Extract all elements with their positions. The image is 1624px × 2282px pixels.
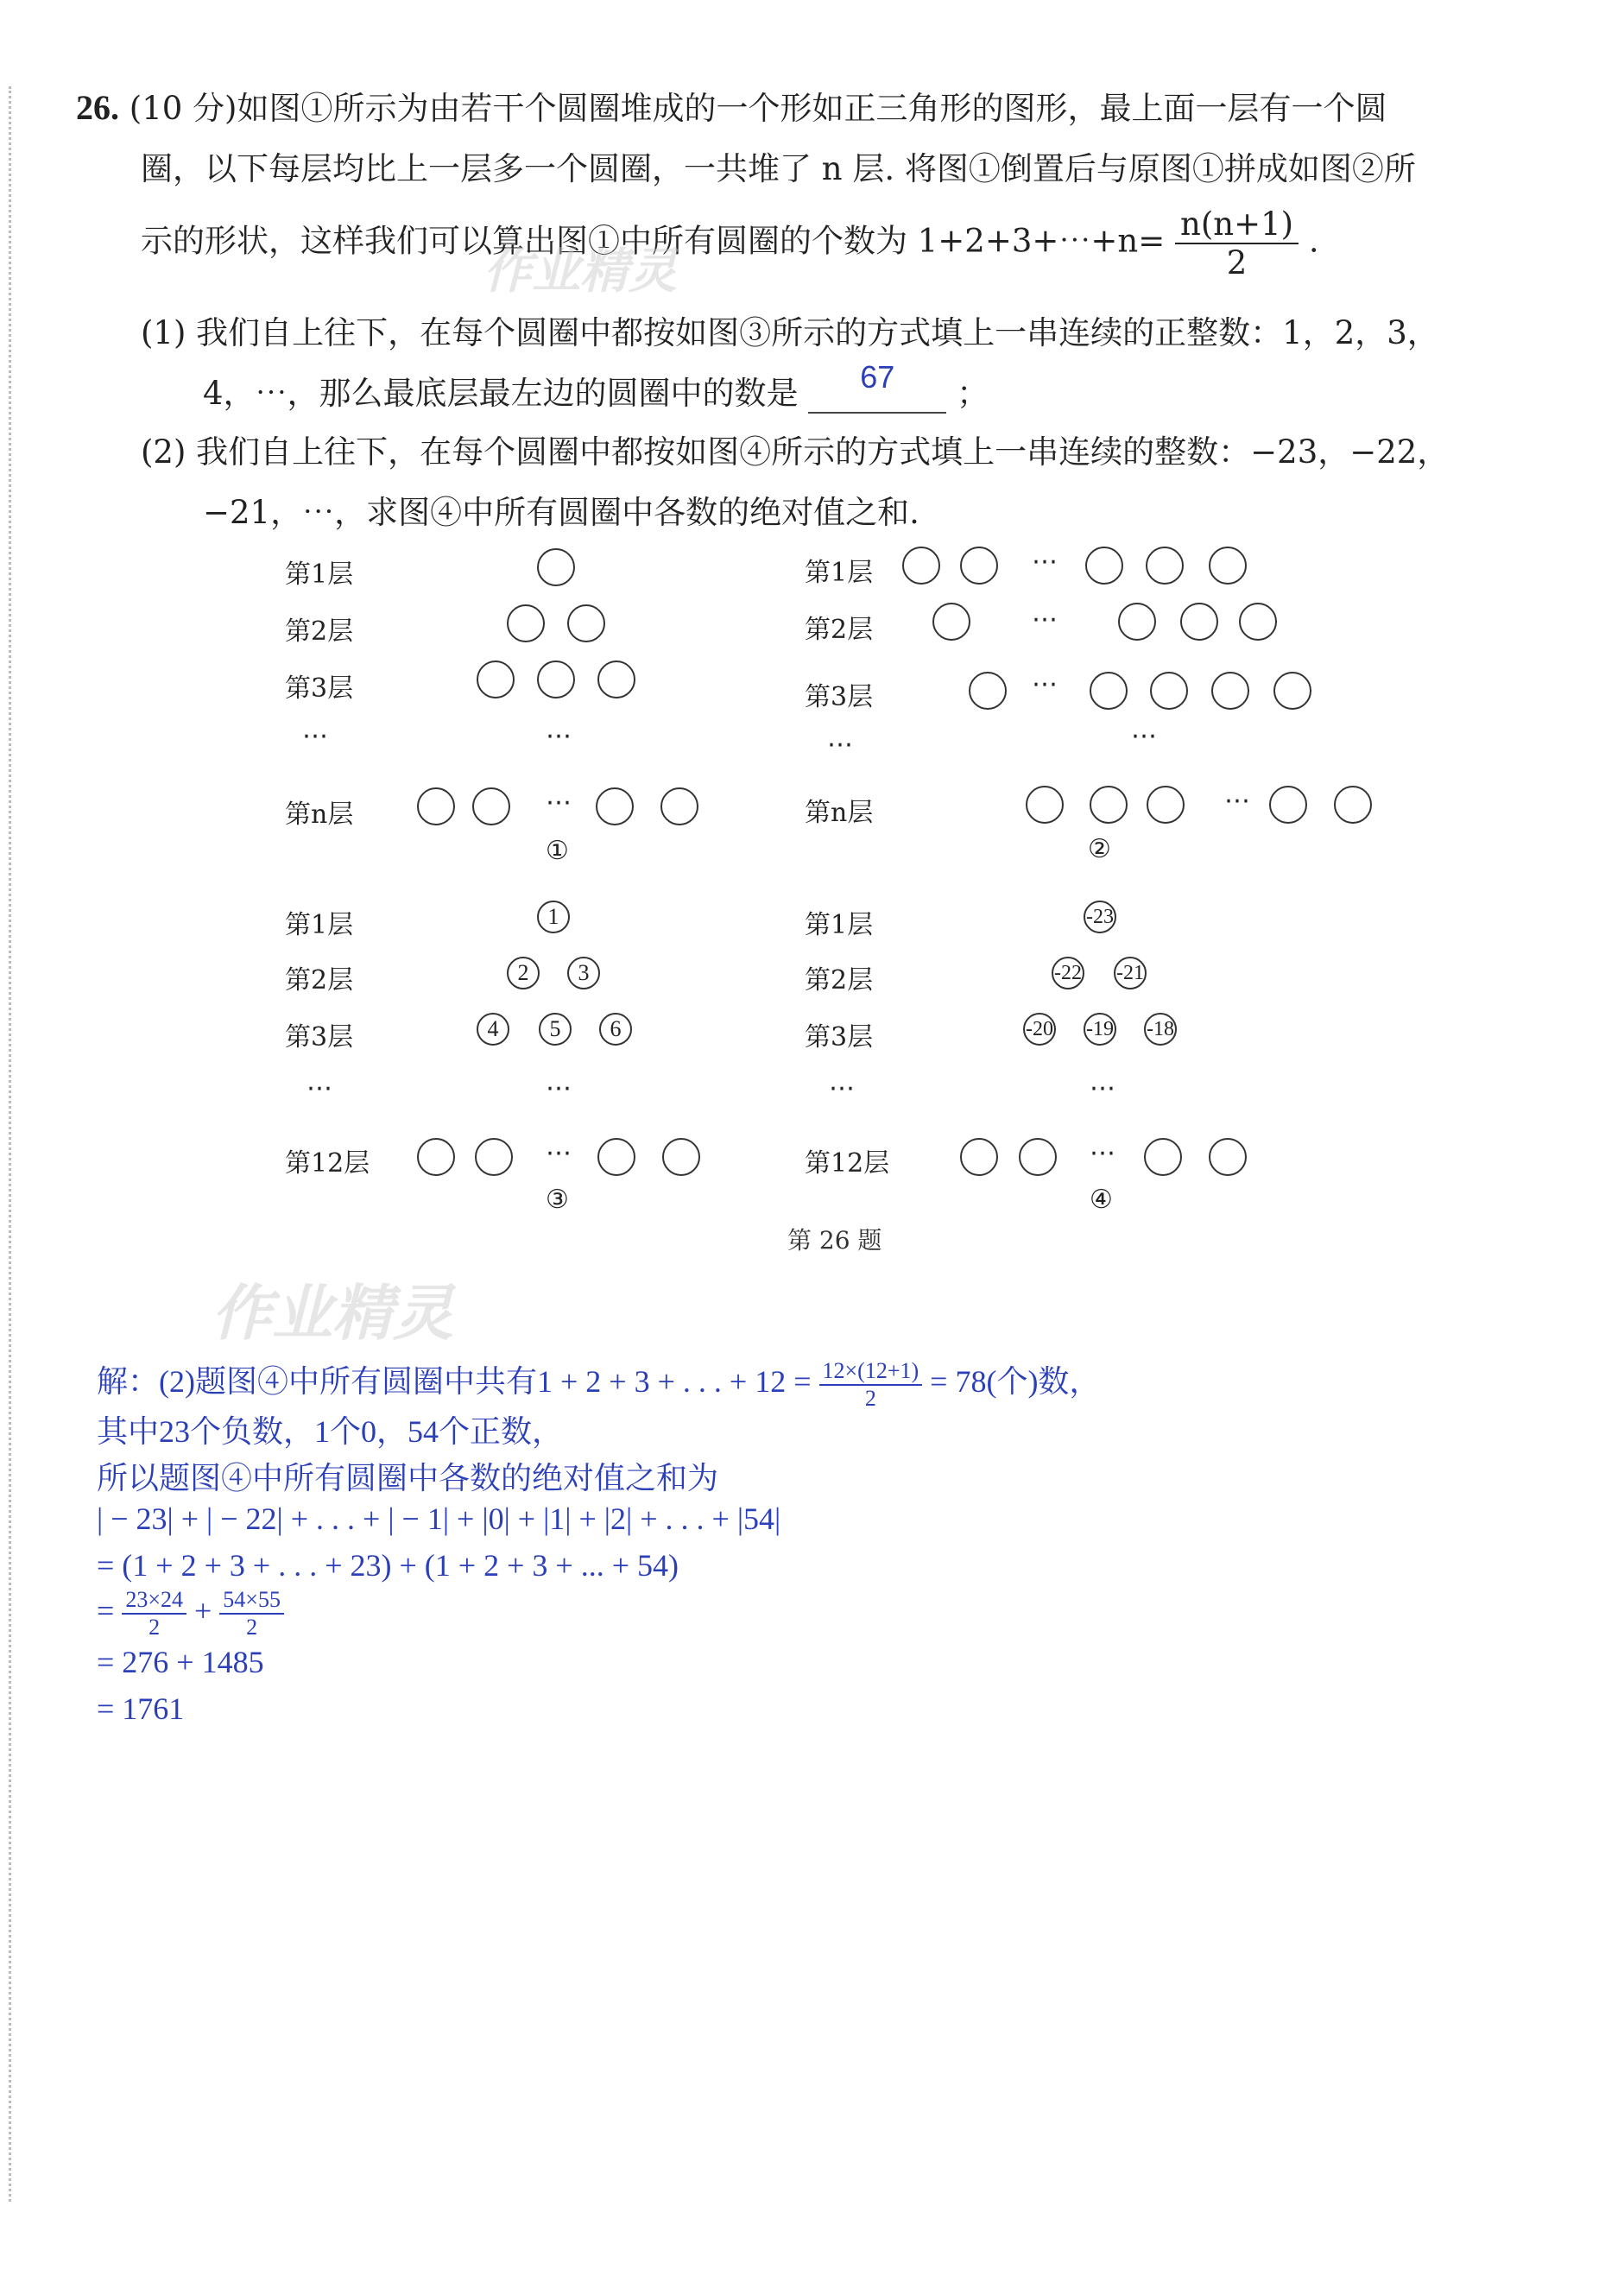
circle <box>597 1138 635 1176</box>
ellipsis: ⋯ <box>829 1073 855 1103</box>
circle <box>660 787 698 825</box>
circle <box>1019 1138 1057 1176</box>
question-line-3 <box>141 205 1319 281</box>
solution-fraction <box>122 1587 186 1640</box>
number-circle: -18 <box>1144 1013 1177 1046</box>
circle <box>1085 547 1123 585</box>
fraction-numerator: n(n+1) <box>1175 205 1299 244</box>
question-line-3-text: 示的形状，这样我们可以算出图①中所有圆圈的个数为 1+2+3+⋯+n= <box>141 222 1166 260</box>
circle <box>960 1138 998 1176</box>
solution-line-8: = 1761 <box>97 1691 185 1726</box>
solution-line-3: 所以题图④中所有圆圈中各数的绝对值之和为 <box>97 1461 719 1495</box>
layer-label-3: 第3层 <box>285 673 354 704</box>
layer-label-12: 第12层 <box>285 1148 370 1179</box>
figure-label-1: ① <box>546 836 569 866</box>
number-circle: -23 <box>1084 901 1116 933</box>
number-circle: 5 <box>539 1013 572 1046</box>
number-circle: -20 <box>1023 1013 1056 1046</box>
layer-label-n: 第n层 <box>285 800 354 830</box>
ellipsis: ⋯ <box>827 730 853 760</box>
circle <box>1273 672 1311 710</box>
figure-label-4: ④ <box>1090 1185 1113 1215</box>
question-number: 26. <box>76 88 119 127</box>
circle <box>902 547 940 585</box>
number-circle: -19 <box>1084 1013 1116 1046</box>
layer-label-1: 第1层 <box>805 910 874 940</box>
layer-label-1: 第1层 <box>285 910 354 940</box>
watermark: 作业精灵 <box>212 1278 453 1349</box>
solution-line-2: 其中23个负数，1个0，54个正数， <box>97 1414 564 1449</box>
circle <box>596 787 634 825</box>
figure-caption: 第 26 题 <box>787 1226 882 1255</box>
layer-label-12: 第12层 <box>805 1148 890 1179</box>
ellipsis: ⋯ <box>1032 547 1058 577</box>
ellipsis: ⋯ <box>1090 1073 1115 1103</box>
layer-label-1: 第1层 <box>285 559 354 590</box>
part1-line-2-text: 4，⋯，那么最底层最左边的圆圈中的数是 <box>203 375 799 412</box>
layer-label-3: 第3层 <box>805 1022 874 1053</box>
layer-label-2: 第2层 <box>285 965 354 996</box>
circle <box>969 672 1007 710</box>
ellipsis: ⋯ <box>546 1138 572 1168</box>
circle <box>1150 672 1188 710</box>
circle <box>537 661 575 699</box>
margin-dotted-line <box>9 86 13 2202</box>
solution-line-7: = 276 + 1485 <box>97 1645 264 1679</box>
circle <box>1146 547 1184 585</box>
ellipsis: ⋯ <box>546 787 572 818</box>
answer-blank <box>808 359 946 414</box>
circle <box>960 547 998 585</box>
solution-line-5: = (1 + 2 + 3 + . . . + 23) + (1 + 2 + 3 + ... + 54) <box>97 1548 679 1583</box>
solution-fraction <box>219 1587 284 1640</box>
layer-label-3: 第3层 <box>805 682 874 712</box>
question-line-1 <box>76 82 1387 129</box>
sum-formula-fraction <box>1175 205 1299 281</box>
layer-label-n: 第n层 <box>805 798 874 828</box>
circle <box>475 1138 513 1176</box>
ellipsis: ⋯ <box>546 721 572 751</box>
part2-line-1: (2) 我们自上往下，在每个圆圈中都按如图④所示的方式填上一串连续的整数：−23，−22， <box>141 433 1450 471</box>
ellipsis: ⋯ <box>306 1073 332 1103</box>
solution-line-1-end: = 78(个)数， <box>930 1364 1101 1399</box>
circle <box>417 787 455 825</box>
circle <box>932 603 970 641</box>
fraction-denominator: 2 <box>246 1615 258 1640</box>
solution-line-4: | − 23| + | − 22| + . . . + | − 1| + |0| + |1| + |2| + . . . + |54| <box>97 1501 781 1536</box>
circle <box>417 1138 455 1176</box>
layer-label-3: 第3层 <box>285 1022 354 1053</box>
part2-line-2: −21，⋯，求图④中所有圆圈中各数的绝对值之和. <box>203 494 919 531</box>
circle <box>1144 1138 1182 1176</box>
part1-line-2-end: ； <box>957 375 989 412</box>
number-circle: -21 <box>1114 957 1147 989</box>
part1-line-2 <box>203 359 989 414</box>
number-circle: 3 <box>567 957 600 989</box>
fraction-numerator: 12×(12+1) <box>819 1358 923 1386</box>
part1-line-1: (1) 我们自上往下，在每个圆圈中都按如图③所示的方式填上一串连续的正整数：1，2，3， <box>141 314 1439 351</box>
circle <box>1090 786 1128 824</box>
circle <box>1334 786 1372 824</box>
question-line-2: 圈，以下每层均比上一层多一个圆圈，一共堆了 n 层. 将图①倒置后与原图①拼成如图②所 <box>141 150 1416 187</box>
number-circle: 6 <box>599 1013 632 1046</box>
number-circle: 1 <box>537 901 570 933</box>
equals-sign: = <box>97 1593 115 1628</box>
fraction-denominator: 2 <box>148 1615 161 1640</box>
ellipsis: ⋯ <box>1224 786 1250 816</box>
fraction-denominator: 2 <box>1226 244 1248 281</box>
solution-fraction <box>819 1358 923 1412</box>
circle <box>477 661 515 699</box>
layer-label-2: 第2层 <box>805 615 874 645</box>
ellipsis: ⋯ <box>546 1073 572 1103</box>
fraction-numerator: 54×55 <box>219 1587 284 1615</box>
layer-label-2: 第2层 <box>805 965 874 996</box>
question-line-1-text: (10 分)如图①所示为由若干个圆圈堆成的一个形如正三角形的图形，最上面一层有一个圆 <box>129 90 1387 127</box>
ellipsis: ⋯ <box>1032 669 1058 699</box>
fraction-denominator: 2 <box>864 1385 876 1411</box>
circle <box>1239 603 1277 641</box>
circle <box>507 604 545 642</box>
circle <box>597 661 635 699</box>
circle <box>567 604 605 642</box>
circle <box>472 787 510 825</box>
circle <box>1180 603 1218 641</box>
plus-sign: + <box>193 1593 212 1628</box>
circle <box>1211 672 1249 710</box>
fraction-numerator: 23×24 <box>122 1587 186 1615</box>
layer-label-1: 第1层 <box>805 558 874 588</box>
ellipsis: ⋯ <box>1090 1138 1115 1168</box>
circle <box>1026 786 1064 824</box>
circle <box>1147 786 1185 824</box>
ellipsis: ⋯ <box>302 721 328 751</box>
circle <box>1269 786 1307 824</box>
figure-label-2: ② <box>1088 834 1111 864</box>
ellipsis: ⋯ <box>1131 721 1157 751</box>
number-circle: 4 <box>477 1013 509 1046</box>
number-circle: 2 <box>507 957 540 989</box>
ellipsis: ⋯ <box>1032 604 1058 635</box>
circle <box>537 548 575 586</box>
question-line-3-end: . <box>1308 222 1319 260</box>
solution-line-1 <box>97 1357 1100 1412</box>
circle <box>662 1138 700 1176</box>
circle <box>1209 1138 1247 1176</box>
solution-line-6 <box>97 1587 284 1640</box>
figure-label-3: ③ <box>546 1185 569 1215</box>
solution-line-1-text: 解：(2)题图④中所有圆圈中共有1 + 2 + 3 + . . . + 12 = <box>97 1364 812 1399</box>
circle <box>1209 547 1247 585</box>
layer-label-2: 第2层 <box>285 616 354 647</box>
circle <box>1090 672 1128 710</box>
number-circle: -22 <box>1052 957 1084 989</box>
circle <box>1118 603 1156 641</box>
watermark: 作业精灵 <box>483 243 677 300</box>
answer-value: 67 <box>860 359 895 395</box>
